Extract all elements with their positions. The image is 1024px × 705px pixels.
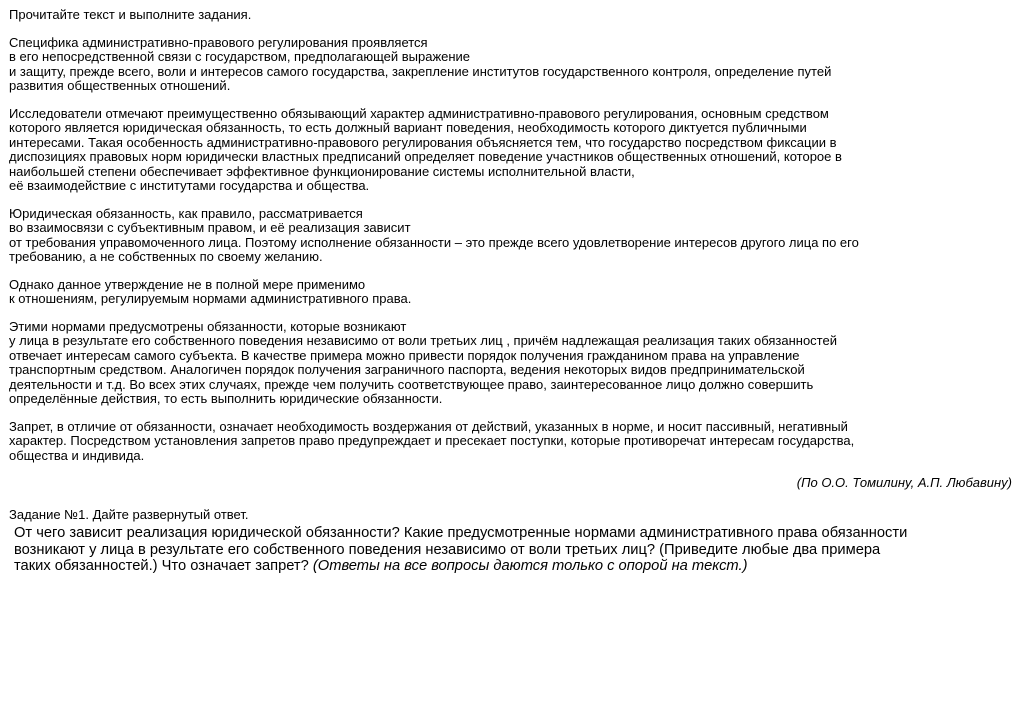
- instruction-line: Прочитайте текст и выполните задания.: [9, 7, 252, 22]
- task-question-note: (Ответы на все вопросы даются только с опорой на текст.): [312, 558, 748, 574]
- task-title: Задание №1. Дайте развернутый ответ.: [9, 506, 249, 522]
- paragraph-researchers: Исследователи отмечают преимущественно обязывающий характер административно-правового регулирования, основным средством которого является юридическая обязанность, то есть должный вариант поведения, необходимость которого диктуется публичными интересами. Такая особенность административно-правового регулирования объясняется тем, что государство посредством фиксации в диспозициях правовых норм юридически властных предписаний определяет поведение участников общественных отношений, которое в наибольшей степени обеспечивает эффективное функционирование системы исполнительной власти, её взаимодействие с институтами государства и общества.: [9, 105, 842, 193]
- source-attribution: (По О.О. Томилину, А.П. Любавину): [796, 475, 1012, 490]
- paragraph-however: Однако данное утверждение не в полной мере применимо к отношениям, регулируемым нормами административного права.: [9, 276, 412, 306]
- task-question-text: От чего зависит реализация юридической обязанности? Какие предусмотренные нормами административного права обязанности возникают у лица в результате его собственного поведения независимо от воли третьих лиц? (Приведите любые два примера таких обязанностей.) Что означает запрет?: [14, 525, 908, 574]
- task-question: [9, 525, 1014, 575]
- paragraph-specifics: Специфика административно-правового регулирования проявляется в его непосредственной связи с государством, предполагающей выражение и защиту, прежде всего, воли и интересов самого государства, закрепление институтов государственного контроля, определение путей развития общественных отношений.: [9, 34, 832, 93]
- paragraph-prohibition: Запрет, в отличие от обязанности, означает необходимость воздержания от действий, указанных в норме, и носит пассивный, негативный характер. Посредством установления запретов право предупреждает и пресекает поступки, которые противоречат интересам государства, общества и индивида.: [9, 418, 855, 463]
- paragraph-duties-examples: Этими нормами предусмотрены обязанности, которые возникают у лица в результате его собственного поведения независимо от воли третьих лиц , причём надлежащая реализация таких обязанностей отвечает интересам самого субъекта. В качестве примера можно привести порядок получения гражданином права на управление транспортным средством. Аналогичен порядок получения заграничного паспорта, ведения некоторых видов предпринимательской деятельности и т.д. Во всех этих случаях, прежде чем получить соответствующее право, заинтересованное лицо должно совершить определённые действия, то есть выполнить юридические обязанности.: [9, 318, 837, 406]
- paragraph-legal-duty: Юридическая обязанность, как правило, рассматривается во взаимосвязи с субъективным правом, и её реализация зависит от требования управомоченного лица. Поэтому исполнение обязанности – это прежде всего удовлетворение интересов другого лица по его требованию, а не собственных по своему желанию.: [9, 205, 859, 264]
